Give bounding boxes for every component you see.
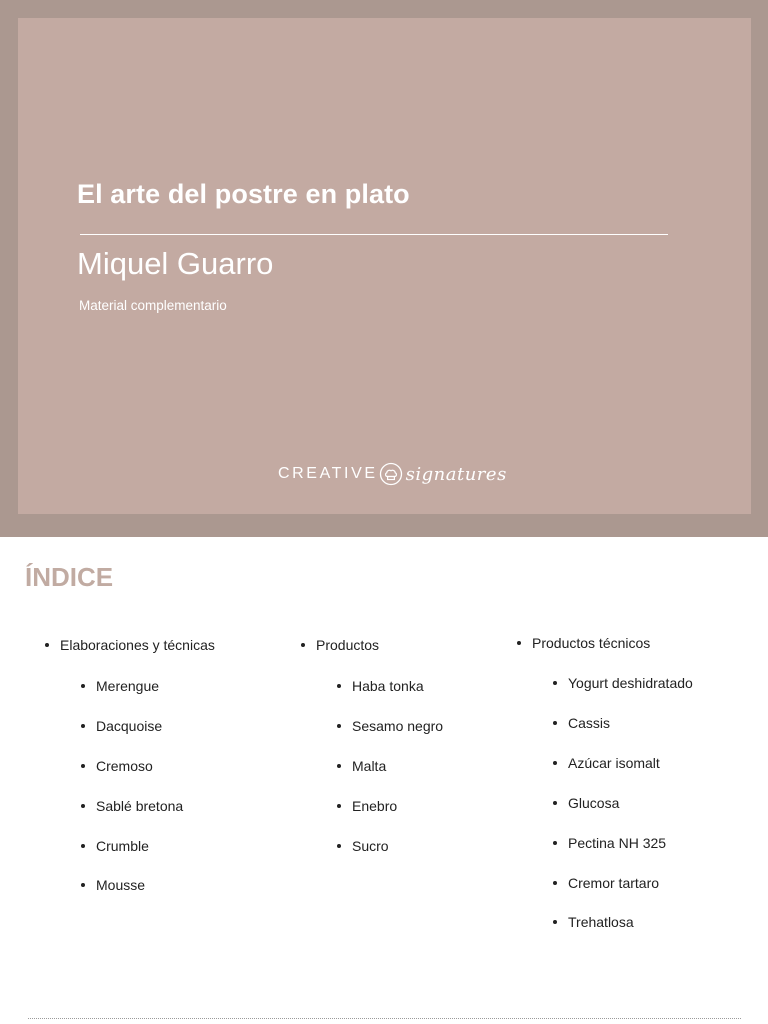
chef-hat-icon bbox=[379, 462, 403, 486]
index-title: ÍNDICE bbox=[25, 562, 114, 592]
list-item: Sucro bbox=[336, 836, 443, 856]
list-item: Mousse bbox=[80, 875, 215, 895]
list-item: Malta bbox=[336, 756, 443, 776]
cover-title: El arte del postre en plato bbox=[77, 179, 410, 209]
index-column-productos bbox=[300, 635, 443, 856]
cover-panel bbox=[18, 18, 751, 514]
list-item: Cremoso bbox=[80, 756, 215, 776]
list-item: Enebro bbox=[336, 796, 443, 816]
brand-script: signatures bbox=[405, 463, 507, 485]
list-item: Cremor tartaro bbox=[552, 873, 693, 893]
list-item: Haba tonka bbox=[336, 676, 443, 696]
list-item: Crumble bbox=[80, 836, 215, 856]
list-item: Pectina NH 325 bbox=[552, 833, 693, 853]
list-item: Glucosa bbox=[552, 793, 693, 813]
cover-author: Miquel Guarro bbox=[77, 246, 274, 281]
brand-logo bbox=[278, 459, 507, 489]
footer-divider bbox=[28, 1018, 741, 1019]
list-item: Sesamo negro bbox=[336, 716, 443, 736]
index-column-productos-tecnicos bbox=[516, 633, 693, 932]
list-item: Trehatlosa bbox=[552, 912, 693, 932]
list-item: Merengue bbox=[80, 676, 215, 696]
cover-subtitle: Material complementario bbox=[79, 298, 227, 313]
list-item: Sablé bretona bbox=[80, 796, 215, 816]
brand-word: CREATIVE bbox=[278, 465, 378, 482]
list-heading: Productos técnicos bbox=[516, 633, 693, 653]
cover-divider bbox=[80, 234, 668, 235]
list-item: Cassis bbox=[552, 713, 693, 733]
list-item: Azúcar isomalt bbox=[552, 753, 693, 773]
list-item: Dacquoise bbox=[80, 716, 215, 736]
list-heading: Elaboraciones y técnicas bbox=[44, 635, 215, 655]
index-column-elaboraciones bbox=[44, 635, 215, 895]
list-item: Yogurt deshidratado bbox=[552, 673, 693, 693]
list-heading: Productos bbox=[300, 635, 443, 655]
